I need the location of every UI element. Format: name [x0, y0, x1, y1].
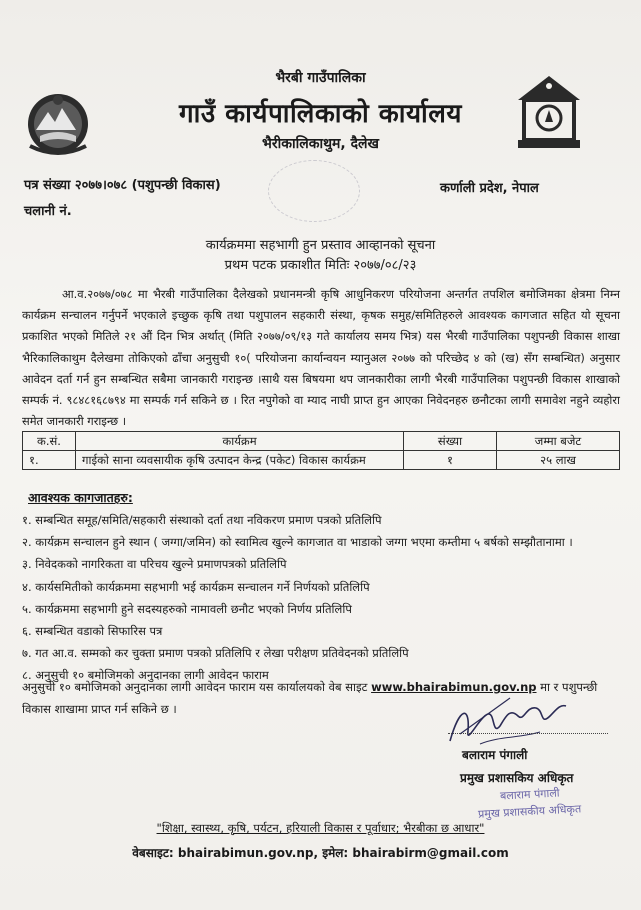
list-item: ८. अनुसुची १० बमोजिमको अनुदानका लागी आवेदन फाराम	[22, 668, 269, 683]
list-item: ७. गत आ.व. सम्मको कर चुक्ता प्रमाण पत्रको प्रतिलिपि र लेखा परीक्षण प्रतिवेदनको प्रतिलिपि	[22, 646, 409, 661]
municipality-name: भैरबी गाउँपालिका	[275, 70, 366, 86]
requirements-list	[22, 509, 622, 687]
table-header-cell: जम्मा बजेट	[497, 432, 620, 451]
body-paragraph: आ.व.२०७७/०७८ मा भैरबी गाउँपालिका दैलेखको प्रधानमन्त्री कृषि आधुनिकरण परियोजना अन्तर्गत तपशिल बमोजिमका क्षेत्रमा निम्न कार्यक्रम सन्चालन गर्नुपर्ने भएकाले इच्छुक कृषि तथा पशुपालन सहकारी संस्था, कृषक समुह/समितिहरुले आवश्यक कागजात सहित यो सूचना प्रकाशित भएको मितिले २१ औं दिन भित्र अर्थात् (मिति २०७७/०९/१३ गते कार्यालय समय भित्र) यस भैरबी गाउँपालिका पशुपन्छी विकास शाखा भैरिकालिकाथुम दैलेखमा तोकिएको ढाँचा अनुसुची १०( परियोजना कार्यान्वयन म्यानुअल २०७७ को परिच्छेद ४ को (ख) सँग सम्बन्धित) अनुसार आवेदन दर्ता गर्न हुन सम्बन्धित सबैमा जानकारी गराइन्छ ।साथै यस बिषयमा थप जानकारीका लागी भैरबी गाउँपालिका पशुपन्छी विकास शाखाको सम्पर्क नं. ९८४८१६८७९४ मा सम्पर्क गर्न सकिने छ । रित नपुगेको वा म्याद नाघी प्राप्त हुन आएका निवेदनहरु छनौटका लागी समावेश नहुने व्यहोरा समेत जानकारी गराइन्छ ।	[22, 287, 620, 429]
list-item: ४. कार्यसमितीको कार्यक्रममा सहभागी भई कार्यक्रम सन्चालन गर्ने निर्णयको प्रतिलिपि	[22, 579, 370, 594]
notice-date: प्रथम पटक प्रकाशीत मितिः २०७७/०८/२३	[224, 258, 417, 273]
stamp-text: प्रमुख प्रशासकीय अधिकृत	[477, 802, 582, 821]
program-table	[22, 431, 620, 470]
letter-number: पत्र संख्या २०७७।०७८ (पशुपन्छी विकास)	[24, 178, 221, 193]
chalani-number: चलानी नं.	[24, 204, 72, 219]
list-item: २. कार्यक्रम सन्चालन हुने स्थान ( जग्गा/जमिन) को स्वामित्व खुल्ने कागजात वा भाडाको जग्गा भएमा कम्तीमा ५ बर्षको सम्झौतानामा ।	[22, 535, 573, 550]
province-name: कर्णाली प्रदेश, नेपाल	[440, 181, 539, 196]
table-header-row	[23, 432, 620, 451]
office-address: भैरीकालिकाथुम, दैलेख	[262, 136, 379, 152]
signer-title: प्रमुख प्रशासकिय अधिकृत	[460, 771, 574, 785]
list-item: ६. सम्बन्धित वडाको सिफारिस पत्र	[22, 624, 163, 639]
closing-text-before: अनुसुची १० बमोजिमको अनुदानका लागी आवेदन फाराम यस कार्यालयको वेब साइट	[22, 680, 372, 694]
table-cell: १.	[23, 451, 76, 470]
signer-name: बलाराम पंगाली	[462, 748, 528, 762]
footer-slogan: "शिक्षा, स्वास्थ्य, कृषि, पर्यटन, हरियाली विकास र पूर्वाधार; भैरबीका छ आधार"	[156, 821, 485, 835]
table-cell: २५ लाख	[497, 451, 620, 470]
table-cell: गाईको साना व्यवसायीक कृषि उत्पादन केन्द्र (पकेट) विकास कार्यक्रम	[76, 451, 404, 470]
list-item: १. सम्बन्धित समूह/समिति/सहकारी संस्थाको दर्ता तथा नविकरण प्रमाण पत्रको प्रतिलिपि	[22, 513, 382, 527]
table-header-cell: संख्या	[404, 432, 497, 451]
footer-contact: वेबसाइट: bhairabimun.gov.np, इमेल: bhairabirm@gmail.com	[132, 846, 509, 860]
faint-stamp	[268, 160, 360, 222]
office-title: गाउँ कार्यपालिकाको कार्यालय	[179, 99, 462, 129]
list-item: ३. निवेदकको नागरिकता वा परिचय खुल्ने प्रमाणपत्रको प्रतिलिपि	[22, 557, 287, 572]
body-paragraph-block	[22, 284, 620, 432]
closing-text-after: मा र पशुपन्छी विकास शाखामा प्राप्त गर्न सकिने छ ।	[22, 680, 598, 716]
requirements-heading: आवश्यक कागजातहरु:	[28, 490, 133, 505]
table-cell: १	[404, 451, 497, 470]
table-header-cell: कार्यक्रम	[76, 432, 404, 451]
table-header-cell: क.सं.	[23, 432, 76, 451]
stamp-text: बलाराम पंगाली	[499, 786, 560, 803]
table-row	[23, 451, 620, 470]
website-link[interactable]: www.bhairabimun.gov.np	[371, 680, 537, 694]
notice-title: कार्यक्रममा सहभागी हुन प्रस्ताव आव्हानको सूचना	[205, 238, 436, 253]
list-item: ५. कार्यक्रममा सहभागी हुने सदस्यहरुको नामावली छनौट भएको निर्णय प्रतिलिपि	[22, 601, 352, 616]
signature-line	[448, 733, 608, 734]
